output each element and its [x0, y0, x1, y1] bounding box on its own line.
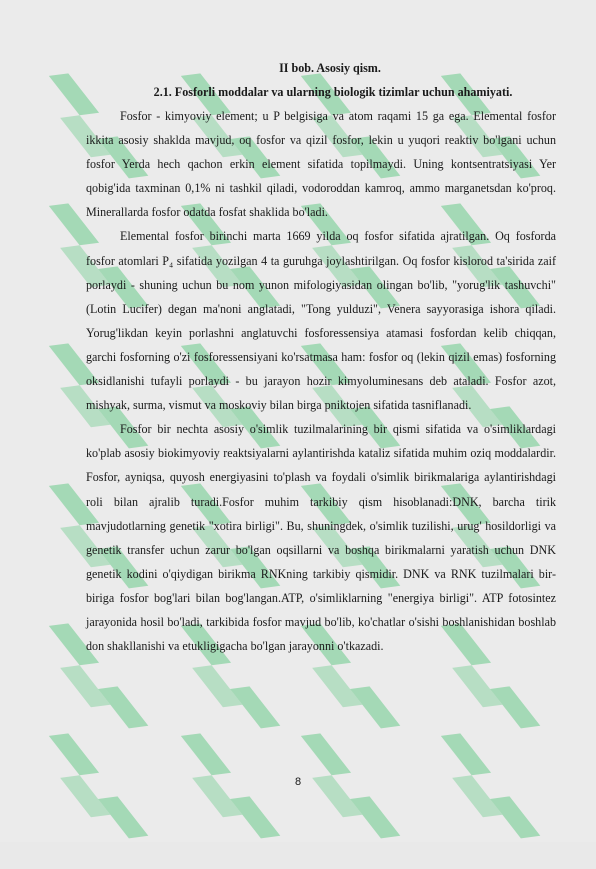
leaf-watermark-icon: [35, 725, 154, 864]
leaf-watermark-icon: [427, 725, 546, 864]
document-body: [86, 56, 556, 658]
paragraph-1: Fosfor - kimyoviy element; u P belgisiga va atom raqami 15 ga ega. Elemental fosfor ikkita asosiy shaklda mavjud, oq fosfor va qizil fosfor, lekin u yuqori reaktiv bo'lgani uchun fosfor Yerda hech qachon erkin element sifatida topilmaydi. Uning kontsentratsiyasi Yer qobig'ida taxminan 0,1% ni tashkil qiladi, vodoroddan kamroq, ammo marganetsdan ko'proq. Minerallarda fosfor odatda fosfat shaklida bo'ladi.: [86, 109, 556, 220]
leaf-watermark-icon: [287, 725, 406, 864]
leaf-watermark-icon: [167, 725, 286, 864]
section-heading: 2.1. Fosforli moddalar va ularning biologik tizimlar uchun ahamiyati.: [153, 85, 513, 99]
chapter-heading: II bob. Asosiy qism.: [279, 61, 381, 75]
paragraph-3: Fosfor bir nechta asosiy o'simlik tuzilmalarining bir qismi sifatida va o'simliklardagi ko'plab asosiy biokimyoviy reaktsiyalarni aylantirishda kataliz sifatida muhim oziq moddalardir. Fosfor, ayniqsa, quyosh energiyasini to'plash va foydali o'simlik birikmalariga aylantirishdagi roli bilan ajralib turadi.Fosfor muhim tarkibiy qism hisoblanadi:DNK, barcha tirik mavjudotlarning genetik "xotira birligi". Bu, shuningdek, o'simlik tuzilishi, urug' hosildorligi va genetik transfer uchun zarur bo'lgan oqsillarni va boshqa birikmalarni yaratish uchun DNK genetik kodini o'qiydigan birikma RNKning tarkibiy qismidir. DNK va RNK tuzilmalari bir-biriga fosfor bog'lari bilan bog'langan.ATP, o'simliklarning "energiya birligi". ATP fotosintez jarayonida hosil bo'ladi, tarkibida fosfor mavjud bo'lib, ko'chatlar o'sishi boshlanishidan boshlab don shakllanishi va etukligigacha bo'lgan jarayonni o'tkazadi.: [86, 422, 556, 654]
page-number: 8: [294, 776, 302, 788]
paragraph-2: Elemental fosfor birinchi marta 1669 yilda oq fosfor sifatida ajratilgan. Oq fosforda fosfor atomlari P₄ sifatida yozilgan 4 ta guruhga joylashtirilgan. Oq fosfor kislorod ta'sirida zaif porlaydi - shuning uchun bu nom yunon mifologiyasidan olingan bo'lib, "yorug'lik tashuvchi" (Lotin Lucifer) degan ma'noni anglatadi, "Tong yulduzi", Venera sayyorasiga ishora qiladi. Yorug'likdan keyin porlashni anglatuvchi fosforessensiya atamasi fosfordan kelib chiqqan, garchi fosforning o'zi fosforessensiyani ko'rsatmasa ham: fosfor oq (lekin qizil emas) fosforning oksidlanishi tufayli porlaydi - bu jarayon hozir kimyoluminesans deb ataladi. Fosfor azot, mishyak, surma, vismut va moskoviy bilan birga pniktojen sifatida tasniflanadi.: [86, 229, 556, 413]
